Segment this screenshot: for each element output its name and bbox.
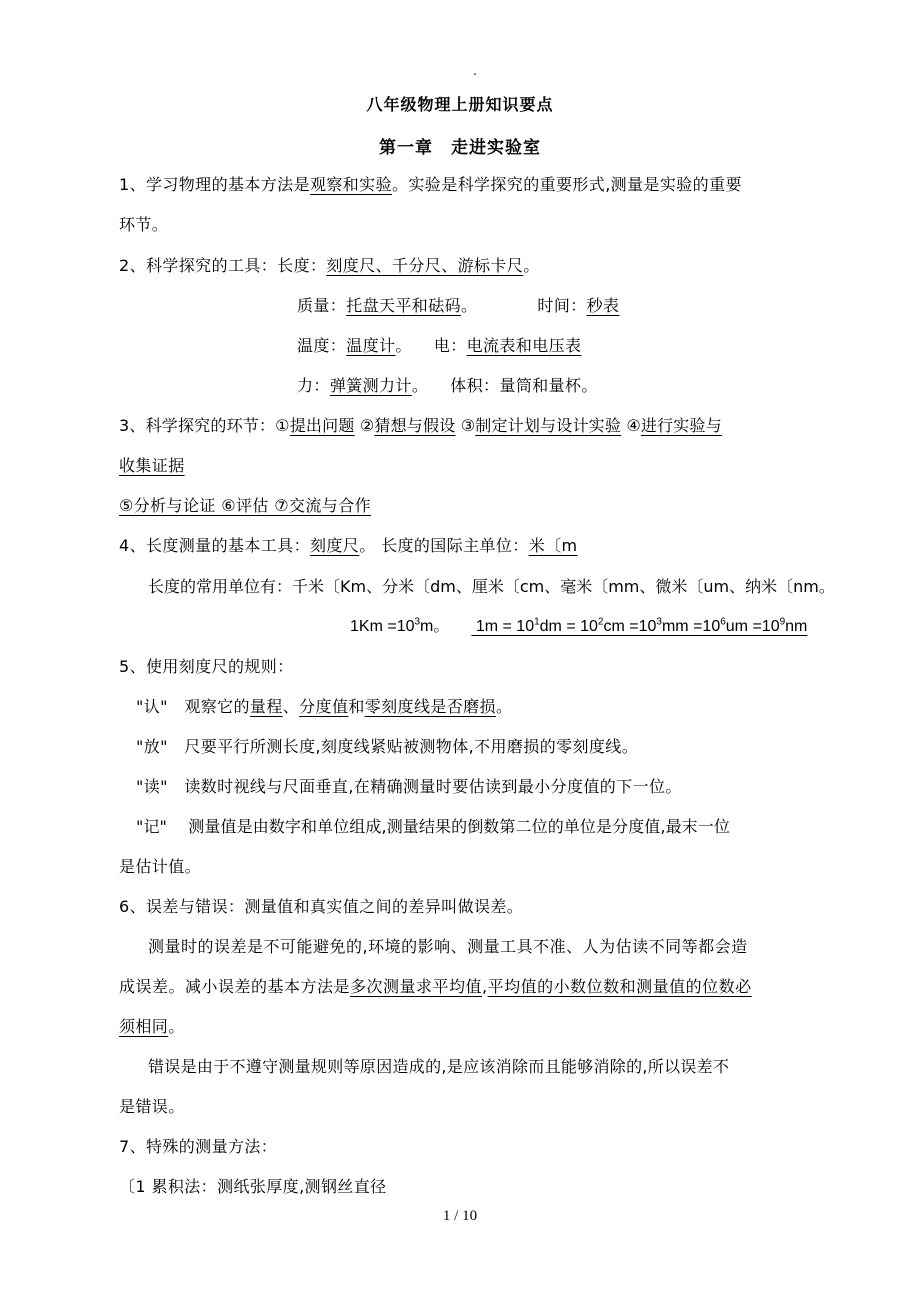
section-6-para-2-end: 是错误。 xyxy=(119,1097,185,1116)
section-6-title: 6、误差与错误：测量值和真实值之间的差异叫做误差。 xyxy=(119,897,524,916)
section-2-force-volume: 力：弹簧测力计。 体积：量筒和量杯。 xyxy=(297,376,598,395)
section-7-title: 7、特殊的测量方法： xyxy=(119,1137,278,1156)
section-4-conversion: $1Km =10^3m$。 $1m = 10^1dm = 10^2cm =10^3mm =10^6um =10^9nm$ xyxy=(350,616,808,635)
section-6-para-1-end: 须相同。 xyxy=(119,1017,185,1036)
page-title: 八年级物理上册知识要点 xyxy=(366,95,554,114)
section-3-line-3: ⑤分析与论证 ⑥评估 ⑦交流与合作 xyxy=(119,496,372,515)
section-1-line-2: 环节。 xyxy=(119,215,169,234)
rule-ji-cont: 是估计值。 xyxy=(119,857,202,876)
header-dot: . xyxy=(473,64,477,78)
section-2-line-1: 2、科学探究的工具：长度：刻度尺、千分尺、游标卡尺。 xyxy=(119,256,540,275)
section-3-line-2: 收集证据 xyxy=(119,456,185,475)
section-3-line-1: 3、科学探究的环节：①提出问题 ②猜想与假设 ③制定计划与设计实验 ④进行实验与 xyxy=(119,416,722,435)
section-5-title: 5、使用刻度尺的规则： xyxy=(119,657,294,676)
page-number: 1 / 10 xyxy=(442,1208,478,1224)
rule-ren: "认" 观察它的量程、分度值和零刻度线是否磨损。 xyxy=(136,697,513,716)
section-6-para-2: 错误是由于不遵守测量规则等原因造成的,是应该消除而且能够消除的,所以误差不 xyxy=(148,1057,730,1076)
section-4-line-1: 4、长度测量的基本工具：刻度尺。 长度的国际主单位：米〔m xyxy=(119,536,578,555)
section-2-mass-time: 质量：托盘天平和砝码。 时间：秒表 xyxy=(297,296,620,315)
section-6-para-1-cont: 成误差。减小误差的基本方法是多次测量求平均值,平均值的小数位数和测量值的位数必 xyxy=(119,977,752,996)
rule-ji: "记" 测量值是由数字和单位组成,测量结果的倒数第二位的单位是分度值,最末一位 xyxy=(136,817,730,836)
section-6-para-1: 测量时的误差是不可能避免的,环境的影响、测量工具不准、人为估读不同等都会造 xyxy=(148,937,748,956)
rule-du: "读" 读数时视线与尺面垂直,在精确测量时要估读到最小分度值的下一位。 xyxy=(136,777,682,796)
section-1-line-1: 1、学习物理的基本方法是观察和实验。实验是科学探究的重要形式,测量是实验的重要 xyxy=(119,175,742,194)
section-7-item-1: 〔1 累积法：测纸张厚度,测钢丝直径 xyxy=(119,1177,387,1196)
rule-fang: "放" 尺要平行所测长度,刻度线紧贴被测物体,不用磨损的零刻度线。 xyxy=(136,737,639,756)
section-4-units: 长度的常用单位有：千米〔Km、分米〔dm、厘米〔cm、毫米〔mm、微米〔um、纳米〔nm。 xyxy=(148,577,835,596)
section-2-temp-elec: 温度：温度计。 电：电流表和电压表 xyxy=(297,336,582,355)
chapter-title: 第一章 走进实验室 xyxy=(379,138,541,158)
